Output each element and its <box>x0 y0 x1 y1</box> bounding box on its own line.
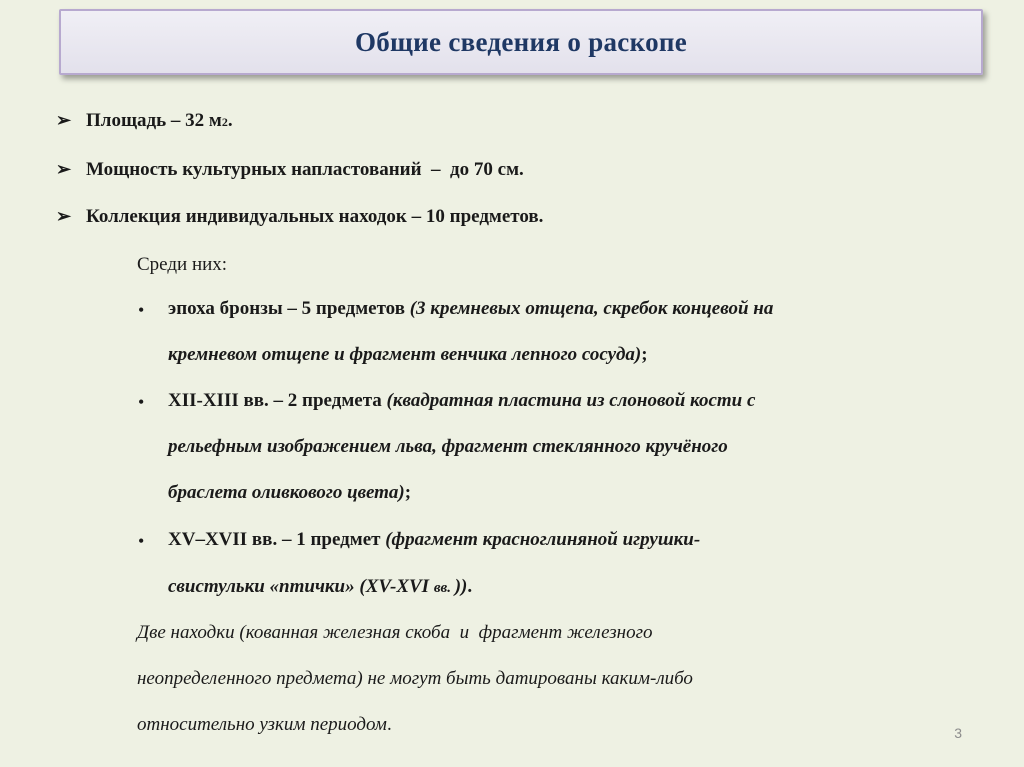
item-12-13-tail: ; <box>404 482 412 503</box>
note-line2: неопределенного предмета) не могут быть датированы каким-либо <box>137 668 693 689</box>
item-15-17-line1 <box>168 529 700 551</box>
bullet-area-tail: . <box>227 110 233 131</box>
bullet-dot-icon: • <box>138 531 145 551</box>
slide-title: Общие сведения о раскопе <box>354 26 688 57</box>
item-15-17-close: )) <box>454 576 468 597</box>
item-bronze-line1 <box>168 298 773 320</box>
bullet-area-text: Площадь – 32 м <box>86 110 222 131</box>
page-number: 3 <box>954 725 962 741</box>
item-15-17-italic2: свистульки «птички» (XV-XVI <box>168 576 434 597</box>
arrow-bullet-icon: ➢ <box>56 206 72 226</box>
arrow-bullet-icon: ➢ <box>56 110 72 130</box>
bullet-collection <box>56 206 543 228</box>
bullet-area-sup: 2 <box>221 115 228 129</box>
bullet-collection-text: Коллекция индивидуальных находок – 10 предметов. <box>86 206 544 227</box>
item-12-13-italic3: браслета оливкового цвета) <box>168 482 405 503</box>
bullet-dot-icon: • <box>138 300 145 320</box>
item-12-13-line1 <box>168 390 755 412</box>
among-label: Среди них: <box>137 254 228 275</box>
item-bronze-line2 <box>168 344 648 366</box>
item-15-17-line2 <box>168 576 472 598</box>
title-box <box>59 9 983 75</box>
item-12-13-italic1: (квадратная пластина из слоновой кости с <box>386 390 756 411</box>
note-line3-tail: . <box>386 714 392 735</box>
item-15-17-small: вв. <box>433 580 455 596</box>
item-bronze-italic1: (3 кремневых отщепа, скребок концевой на <box>409 298 774 319</box>
arrow-bullet-icon: ➢ <box>56 159 72 179</box>
bullet-thickness <box>56 159 524 181</box>
bullet-thickness-text: Мощность культурных напластований – до 70 см. <box>86 159 524 180</box>
item-bronze-italic2: кремневом отщепе и фрагмент венчика лепного сосуда) <box>168 344 642 365</box>
item-15-17-tail: . <box>467 576 473 597</box>
bullet-area <box>56 110 233 132</box>
item-12-13-italic2: рельефным изображением льва, фрагмент стеклянного кручёного <box>168 436 728 457</box>
note-line3-text: относительно узким периодом <box>137 714 387 735</box>
item-15-17-bold: XV–XVII вв. – 1 предмет <box>168 529 386 550</box>
item-12-13-bold: XII-XIII вв. – 2 предмета <box>168 390 387 411</box>
item-12-13-line3 <box>168 482 411 504</box>
note-line1: Две находки (кованная железная скоба и фрагмент железного <box>137 622 653 643</box>
item-bronze-bold: эпоха бронзы – 5 предметов <box>168 298 410 319</box>
bullet-dot-icon: • <box>138 392 145 412</box>
item-12-13-line2 <box>168 436 728 458</box>
note-line3 <box>137 714 392 736</box>
item-15-17-italic1: (фрагмент красноглиняной игрушки- <box>385 529 701 550</box>
item-bronze-tail: ; <box>641 344 648 365</box>
